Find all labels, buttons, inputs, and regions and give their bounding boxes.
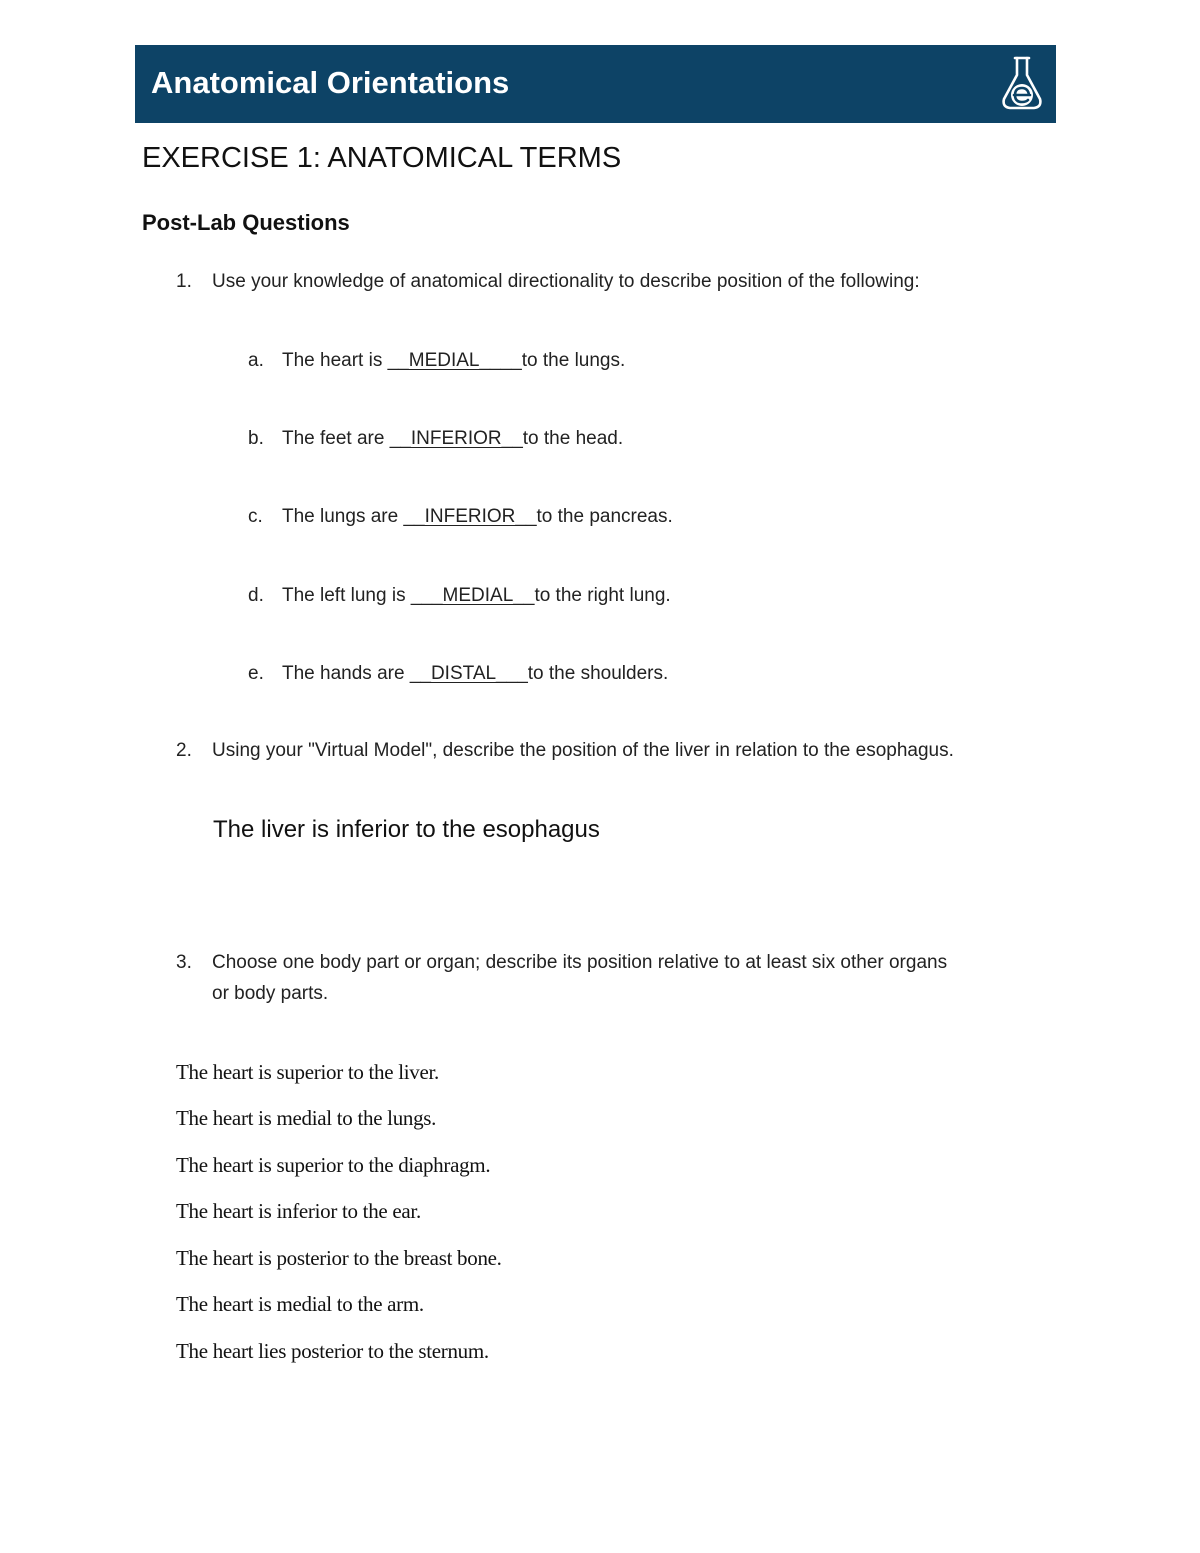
answer-blank: ___MEDIAL__ [410, 585, 535, 606]
part-after: to the pancreas. [536, 506, 673, 527]
answer-blank: __DISTAL___ [409, 663, 528, 684]
part-letter: d. [248, 585, 264, 606]
part-after: to the right lung. [534, 585, 671, 606]
question-3-answer-line: The heart lies posterior to the sternum. [176, 1339, 489, 1363]
question-2-answer: The liver is inferior to the esophagus [213, 816, 600, 843]
part-before: The heart is [282, 350, 383, 371]
question-number: 2. [176, 740, 192, 761]
question-3-answer-line: The heart is medial to the arm. [176, 1292, 424, 1316]
answer-blank: __MEDIAL____ [387, 350, 522, 371]
question-3-answer-line: The heart is superior to the liver. [176, 1060, 440, 1084]
question-1-part-d [248, 585, 671, 607]
question-1-part-a [248, 350, 625, 372]
question-1-part-b [248, 428, 623, 450]
part-letter: a. [248, 350, 264, 371]
part-letter: e. [248, 663, 264, 684]
question-text: Using your "Virtual Model", describe the position of the liver in relation to the esophagus. [212, 740, 954, 761]
header-bar [135, 45, 1056, 123]
question-3-answer-line: The heart is superior to the diaphragm. [176, 1153, 491, 1177]
part-after: to the head. [522, 428, 624, 449]
question-text: Use your knowledge of anatomical directionality to describe position of the following: [212, 271, 920, 292]
question-3-answer-line: The heart is posterior to the breast bone. [176, 1246, 502, 1270]
part-after: to the lungs. [521, 350, 626, 371]
part-before: The hands are [282, 663, 405, 684]
question-text-line-1: Choose one body part or organ; describe its position relative to at least six other organs [212, 952, 948, 973]
exercise-title: EXERCISE 1: ANATOMICAL TERMS [142, 142, 622, 174]
part-before: The feet are [282, 428, 385, 449]
question-number: 1. [176, 271, 192, 292]
part-letter: c. [248, 506, 263, 527]
flask-logo-icon [998, 53, 1046, 113]
question-1-part-c [248, 506, 673, 528]
answer-blank: __INFERIOR__ [389, 428, 523, 449]
part-before: The lungs are [282, 506, 399, 527]
question-3-text-line-2: or body parts. [212, 983, 329, 1004]
question-number: 3. [176, 952, 192, 973]
answer-blank: __INFERIOR__ [403, 506, 537, 527]
part-after: to the shoulders. [527, 663, 669, 684]
question-3-answer-line: The heart is inferior to the ear. [176, 1199, 421, 1223]
question-1-part-e [248, 663, 668, 685]
header-title: Anatomical Orientations [151, 65, 510, 100]
question-3-answer-line: The heart is medial to the lungs. [176, 1106, 437, 1130]
part-before: The left lung is [282, 585, 406, 606]
section-title: Post-Lab Questions [142, 210, 350, 235]
part-letter: b. [248, 428, 264, 449]
